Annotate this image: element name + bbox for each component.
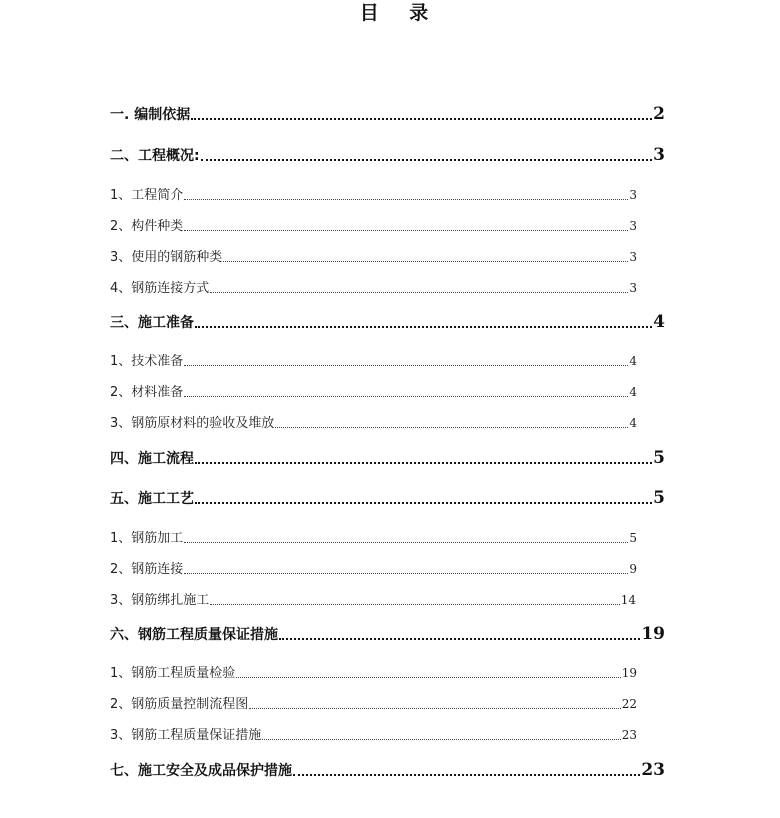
dot-leader	[223, 261, 628, 262]
dot-leader	[262, 739, 620, 740]
dot-leader	[210, 292, 628, 293]
toc-subsection-6-2[interactable]	[110, 693, 637, 712]
toc-label: 1、技术准备	[110, 354, 184, 369]
toc-subsection-5-1[interactable]	[110, 527, 637, 546]
toc-subsection-2-1[interactable]	[110, 184, 637, 203]
toc-label: 一. 编制依据	[110, 107, 191, 123]
toc-page-number: 5	[653, 448, 665, 468]
dot-leader	[201, 159, 653, 161]
toc-label: 4、钢筋连接方式	[110, 281, 210, 296]
toc-page-number: 2	[653, 104, 665, 124]
toc-subsection-3-3[interactable]	[110, 412, 637, 431]
toc-label: 1、钢筋工程质量检验	[110, 666, 236, 681]
toc-label: 3、钢筋工程质量保证措施	[110, 728, 262, 743]
toc-label: 1、工程简介	[110, 188, 184, 203]
toc-section-2[interactable]	[110, 145, 665, 165]
toc-section-6[interactable]	[110, 624, 665, 644]
toc-page-number: 19	[641, 624, 665, 644]
toc-page-number: 14	[620, 593, 636, 607]
toc-label: 3、钢筋原材料的验收及堆放	[110, 416, 275, 431]
dot-leader	[184, 365, 628, 366]
dot-leader	[195, 462, 652, 464]
toc-page-number: 4	[629, 354, 637, 368]
dot-leader	[184, 230, 628, 231]
toc-page-number: 9	[629, 562, 637, 576]
dot-leader	[293, 774, 640, 776]
toc-section-7[interactable]	[110, 760, 665, 780]
dot-leader	[195, 502, 652, 504]
toc-page-number: 4	[629, 416, 637, 430]
toc-page-number: 3	[629, 281, 637, 295]
toc-subsection-5-2[interactable]	[110, 558, 637, 577]
dot-leader	[184, 396, 628, 397]
dot-leader	[236, 677, 620, 678]
toc-section-4[interactable]	[110, 448, 665, 468]
toc-page-number: 23	[641, 760, 665, 780]
toc-subsection-6-3[interactable]	[110, 724, 637, 743]
toc-label: 2、钢筋质量控制流程图	[110, 697, 249, 712]
toc-label: 2、钢筋连接	[110, 562, 184, 577]
toc-subsection-3-1[interactable]	[110, 350, 637, 369]
dot-leader	[275, 427, 628, 428]
toc-section-1[interactable]	[110, 104, 665, 124]
toc-page-number: 19	[621, 666, 637, 680]
toc-section-5[interactable]	[110, 488, 665, 508]
toc-page-number: 3	[629, 188, 637, 202]
toc-title: 目 录	[359, 2, 441, 24]
dot-leader	[184, 542, 628, 543]
toc-label: 三、施工准备	[110, 315, 194, 331]
toc-subsection-3-2[interactable]	[110, 381, 637, 400]
toc-label: 四、施工流程	[110, 451, 194, 467]
dot-leader	[249, 708, 620, 709]
toc-section-3[interactable]	[110, 312, 665, 332]
toc-page-number: 4	[653, 312, 665, 332]
dot-leader	[195, 326, 652, 328]
toc-label: 六、钢筋工程质量保证措施	[110, 627, 278, 643]
toc-page-number: 23	[621, 728, 637, 742]
toc-subsection-2-4[interactable]	[110, 277, 637, 296]
toc-label: 1、钢筋加工	[110, 531, 184, 546]
toc-subsection-2-3[interactable]	[110, 246, 637, 265]
toc-page-number: 3	[653, 145, 665, 165]
toc-label: 五、施工工艺	[110, 491, 194, 507]
dot-leader	[279, 638, 640, 640]
toc-subsection-6-1[interactable]	[110, 662, 637, 681]
toc-subsection-2-2[interactable]	[110, 215, 637, 234]
toc-label: 七、施工安全及成品保护措施	[110, 763, 292, 779]
toc-label: 3、钢筋绑扎施工	[110, 593, 210, 608]
dot-leader	[184, 199, 628, 200]
toc-subsection-5-3[interactable]	[110, 589, 636, 608]
toc-page-number: 3	[629, 219, 637, 233]
toc-label: 2、材料准备	[110, 385, 184, 400]
toc-page-number: 4	[629, 385, 637, 399]
dot-leader	[191, 118, 652, 120]
toc-page-number: 5	[653, 488, 665, 508]
toc-page-number: 22	[621, 697, 637, 711]
toc-label: 3、使用的钢筋种类	[110, 250, 223, 265]
dot-leader	[210, 604, 619, 605]
dot-leader	[184, 573, 628, 574]
toc-page-number: 5	[629, 531, 637, 545]
toc-label: 二、工程概况:	[110, 148, 200, 164]
toc-page-number: 3	[629, 250, 637, 264]
toc-label: 2、构件种类	[110, 219, 184, 234]
